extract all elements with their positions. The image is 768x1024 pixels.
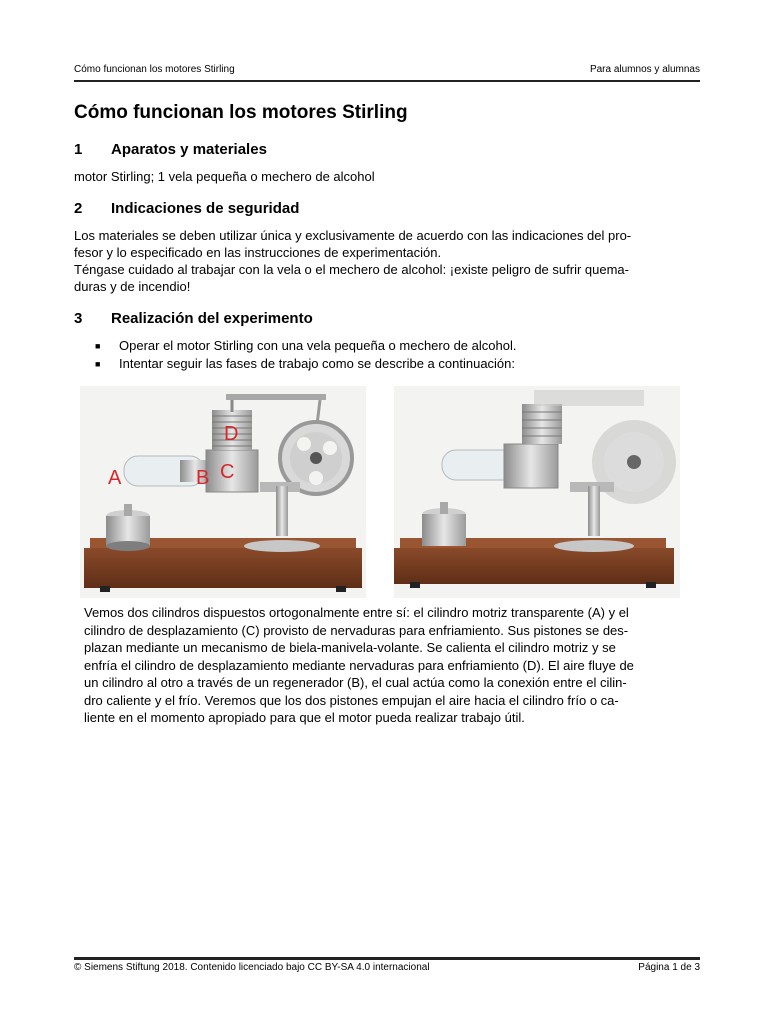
text-line: plazan mediante un mecanismo de biela-manivela-volante. Se calienta el cilindro motriz y se <box>84 640 616 655</box>
section-number: 1 <box>74 141 83 158</box>
text-line: cilindro de desplazamiento (C) provisto de nervaduras para enfriamiento. Sus pistones se des- <box>84 622 629 638</box>
section-title: Aparatos y materiales <box>111 141 267 158</box>
text-line: liente en el momento apropiado para que el motor pueda realizar trabajo útil. <box>84 710 525 725</box>
label-c: C <box>220 461 235 483</box>
page-title: Cómo funcionan los motores Stirling <box>74 102 408 123</box>
header-left: Cómo funcionan los motores Stirling <box>74 64 235 75</box>
stirling-engine-photo-labeled <box>80 386 366 598</box>
list-item: ■ Intentar seguir las fases de trabajo como se describe a continuación: <box>95 356 516 371</box>
text-line: fesor y lo especificado en las instrucciones de experimentación. <box>74 245 442 260</box>
bullet-icon: ■ <box>95 359 101 369</box>
footer-rule <box>74 957 700 960</box>
section-2-heading <box>74 200 299 217</box>
bullet-icon: ■ <box>95 341 101 351</box>
page-number: Página 1 de 3 <box>638 962 700 973</box>
label-d: D <box>224 423 239 445</box>
section-number: 3 <box>74 310 83 327</box>
section-title: Realización del experimento <box>111 310 313 327</box>
list-item: ■ Operar el motor Stirling con una vela pequeña o mechero de alcohol. <box>95 338 517 353</box>
text-line: Vemos dos cilindros dispuestos ortogonalmente entre sí: el cilindro motriz transparente (A) y el <box>84 605 629 620</box>
label-b: B <box>196 467 210 489</box>
text-line: dro caliente y el frío. Veremos que los dos pistones empujan el aire hacia el cilindro frío o ca- <box>84 692 619 708</box>
safety-text <box>74 227 700 295</box>
figure-caption <box>84 604 690 727</box>
footer-license: © Siemens Stiftung 2018. Contenido licenciado bajo CC BY-SA 4.0 internacional <box>74 962 430 973</box>
header-right: Para alumnos y alumnas <box>589 64 700 75</box>
text-line: Téngase cuidado al trabajar con la vela o el mechero de alcohol: ¡existe peligro de sufrir quema- <box>74 262 629 277</box>
section-3-heading <box>74 310 313 327</box>
page-header <box>74 64 700 75</box>
page-footer <box>74 962 700 973</box>
text-line: enfría el cilindro de desplazamiento mediante nervaduras para enfriamiento (D). El aire fluye de <box>84 657 634 673</box>
materials-text: motor Stirling; 1 vela pequeña o mechero de alcohol <box>74 169 375 184</box>
label-a: A <box>108 467 122 489</box>
header-rule <box>74 80 700 82</box>
text-line: Los materiales se deben utilizar única y exclusivamente de acuerdo con las indicaciones del pro- <box>74 228 632 243</box>
section-1-heading <box>74 141 267 158</box>
section-title: Indicaciones de seguridad <box>111 200 300 217</box>
section-number: 2 <box>74 200 83 217</box>
text-line: un cilindro al otro a través de un regenerador (B), el cual actúa como la conexión entre el cilin- <box>84 675 627 690</box>
stirling-engine-photo-running <box>394 386 680 598</box>
text-line: duras y de incendio! <box>74 279 191 294</box>
